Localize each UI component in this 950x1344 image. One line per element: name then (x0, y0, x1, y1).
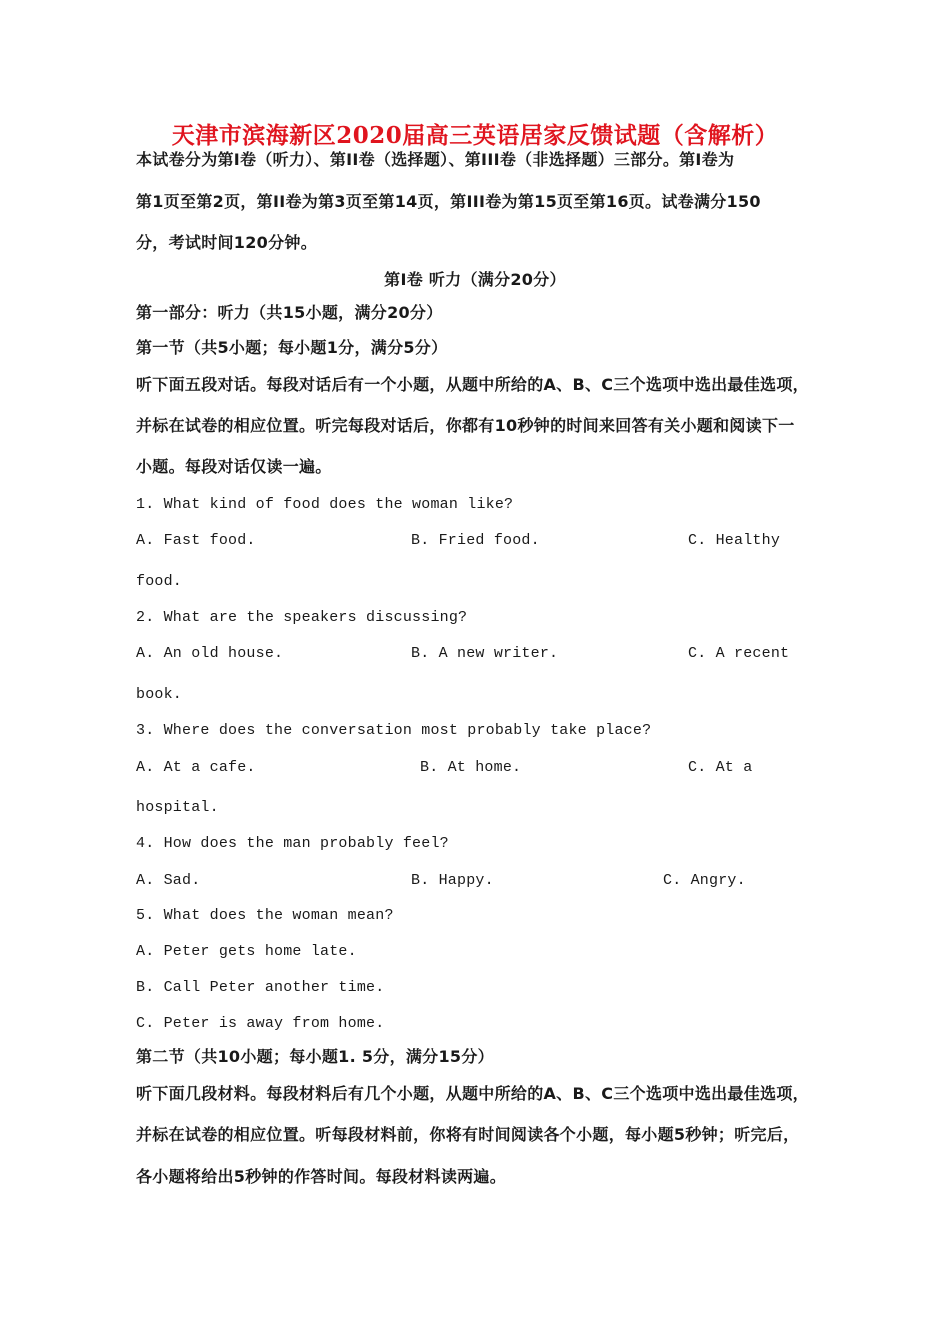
question-1: 1. What kind of food does the woman like? (136, 496, 514, 513)
question-2-option-c-continued: book. (136, 686, 183, 703)
section2-instruction-3: 各小题将给出5秒钟的作答时间。每段材料读两遍。 (136, 1167, 507, 1186)
question-2-option-b: B. A new writer. (411, 645, 559, 662)
section1-heading: 第一节（共5小题；每小题1分，满分5分） (136, 338, 448, 357)
section1-instruction-1: 听下面五段对话。每段对话后有一个小题，从题中所给的A、B、C三个选项中选出最佳选项， (136, 375, 809, 394)
section-title: 第I卷 听力（满分20分） (384, 270, 566, 289)
intro-line-3: 分，考试时间120分钟。 (136, 233, 317, 252)
question-4: 4. How does the man probably feel? (136, 835, 449, 852)
question-3-option-c: C. At a (688, 759, 753, 776)
intro-line-1: 本试卷分为第I卷（听力）、第II卷（选择题）、第III卷（非选择题）三部分。第I卷为 (136, 150, 735, 169)
section2-instruction-1: 听下面几段材料。每段材料后有几个小题，从题中所给的A、B、C三个选项中选出最佳选项， (136, 1084, 809, 1103)
question-1-option-c: C. Healthy (688, 532, 781, 549)
question-1-option-b: B. Fried food. (411, 532, 540, 549)
intro-line-2: 第1页至第2页，第II卷为第3页至第14页，第III卷为第15页至第16页。试卷满分150 (136, 192, 761, 211)
question-3-option-a: A. At a cafe. (136, 759, 256, 776)
question-3-option-b: B. At home. (420, 759, 522, 776)
question-5-option-b: B. Call Peter another time. (136, 979, 385, 996)
question-2: 2. What are the speakers discussing? (136, 609, 468, 626)
part1-heading: 第一部分：听力（共15小题，满分20分） (136, 303, 443, 322)
section2-instruction-2: 并标在试卷的相应位置。听每段材料前，你将有时间阅读各个小题，每小题5秒钟；听完后， (136, 1125, 800, 1144)
question-4-option-a: A. Sad. (136, 872, 201, 889)
section2-heading: 第二节（共10小题；每小题1. 5分，满分15分） (136, 1047, 494, 1066)
question-3: 3. Where does the conversation most probably take place? (136, 722, 652, 739)
question-5-option-c: C. Peter is away from home. (136, 1015, 385, 1032)
document-title: 天津市滨海新区2020届高三英语居家反馈试题（含解析） (171, 122, 779, 149)
question-2-option-c: C. A recent (688, 645, 790, 662)
question-5: 5. What does the woman mean? (136, 907, 394, 924)
section1-instruction-3: 小题。每段对话仅读一遍。 (136, 457, 332, 476)
section1-instruction-2: 并标在试卷的相应位置。听完每段对话后，你都有10秒钟的时间来回答有关小题和阅读下一 (136, 416, 795, 435)
question-1-option-c-continued: food. (136, 573, 183, 590)
question-3-option-c-continued: hospital. (136, 799, 219, 816)
question-4-option-c: C. Angry. (663, 872, 746, 889)
question-1-option-a: A. Fast food. (136, 532, 256, 549)
question-2-option-a: A. An old house. (136, 645, 284, 662)
question-5-option-a: A. Peter gets home late. (136, 943, 357, 960)
question-4-option-b: B. Happy. (411, 872, 494, 889)
